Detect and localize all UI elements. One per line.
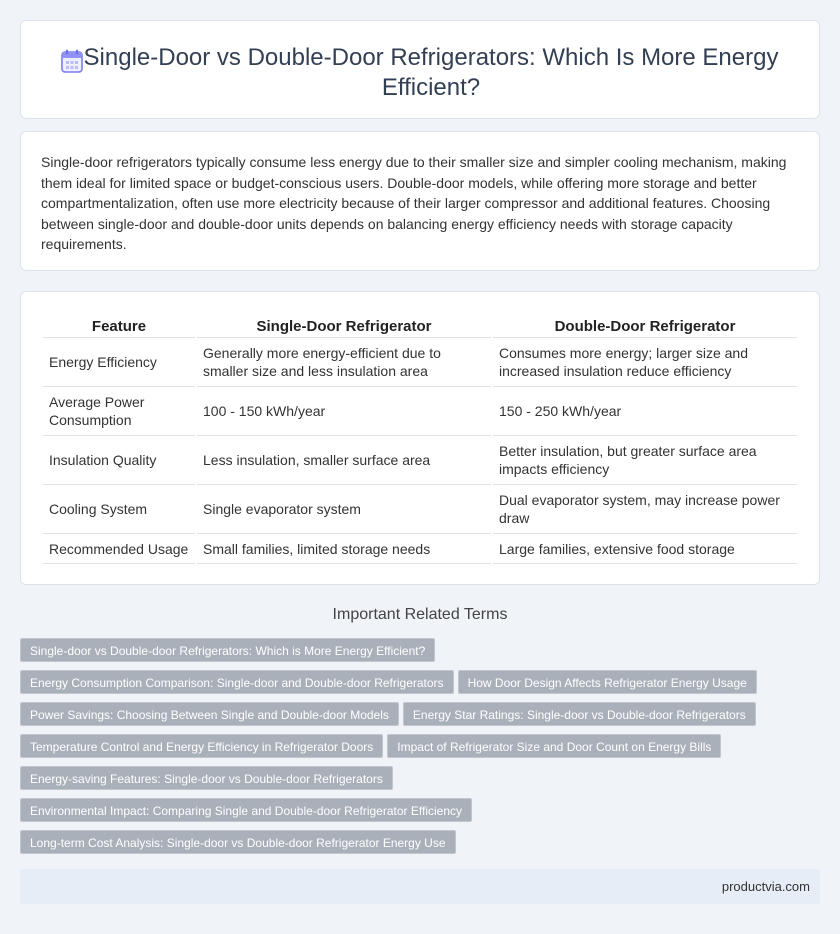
- page-title: Single-Door vs Double-Door Refrigerators: Which Is More Energy Efficient?: [83, 44, 779, 101]
- table-cell-double: Better insulation, but greater surface area impacts efficiency: [493, 436, 797, 485]
- related-term-link[interactable]: Impact of Refrigerator Size and Door Count on Energy Bills: [387, 734, 721, 758]
- table-cell-single: 100 - 150 kWh/year: [197, 387, 491, 436]
- footer: [20, 869, 820, 904]
- table-row: [43, 338, 797, 387]
- table-cell-double: 150 - 250 kWh/year: [493, 387, 797, 436]
- table-cell-feature: Recommended Usage: [43, 534, 195, 564]
- calendar-icon: [61, 49, 83, 73]
- related-terms-title: Important Related Terms: [332, 606, 508, 623]
- table-cell-double: Consumes more energy; larger size and increased insulation reduce efficiency: [493, 338, 797, 387]
- table-cell-double: Large families, extensive food storage: [493, 534, 797, 564]
- table-cell-single: Single evaporator system: [197, 485, 491, 534]
- table-header-row: [43, 316, 797, 338]
- table-cell-feature: Insulation Quality: [43, 436, 195, 485]
- tag-row: [20, 734, 820, 766]
- table-cell-feature: Energy Efficiency: [43, 338, 195, 387]
- summary-card: [20, 131, 820, 271]
- table-cell-feature: Average Power Consumption: [43, 387, 195, 436]
- table-row: [43, 485, 797, 534]
- tag-row: [20, 798, 820, 830]
- comparison-table: [41, 316, 799, 564]
- title-card: [20, 20, 820, 119]
- related-term-link[interactable]: Power Savings: Choosing Between Single and Double-door Models: [20, 702, 399, 726]
- related-term-link[interactable]: Energy Star Ratings: Single-door vs Double-door Refrigerators: [403, 702, 756, 726]
- table-row: [43, 436, 797, 485]
- tag-row: [20, 830, 820, 862]
- table-header-cell: Double-Door Refrigerator: [493, 316, 797, 338]
- table-row: [43, 387, 797, 436]
- related-term-link[interactable]: How Door Design Affects Refrigerator Energy Usage: [458, 670, 757, 694]
- title-wrap: [61, 43, 781, 103]
- comparison-table-card: [20, 291, 820, 585]
- related-term-link[interactable]: Energy Consumption Comparison: Single-door and Double-door Refrigerators: [20, 670, 454, 694]
- related-term-link[interactable]: Temperature Control and Energy Efficiency in Refrigerator Doors: [20, 734, 383, 758]
- related-terms-list: [20, 638, 820, 862]
- tag-row: [20, 702, 820, 734]
- related-term-link[interactable]: Energy-saving Features: Single-door vs Double-door Refrigerators: [20, 766, 393, 790]
- summary-text: Single-door refrigerators typically consume less energy due to their smaller size and simpler cooling mechanism, making them ideal for limited space or budget-conscious users. Double-door models, while offering more storage and better compartmentalization, often use more electricity because of their larger compressor and additional features. Choosing between single-door and double-door units depends on balancing energy efficiency needs with storage capacity requirements.: [41, 154, 787, 252]
- table-cell-single: Generally more energy-efficient due to smaller size and less insulation area: [197, 338, 491, 387]
- footer-site-link[interactable]: productvia.com: [721, 879, 810, 894]
- tag-row: [20, 670, 820, 702]
- table-cell-double: Dual evaporator system, may increase power draw: [493, 485, 797, 534]
- table-cell-single: Small families, limited storage needs: [197, 534, 491, 564]
- table-row: [43, 534, 797, 564]
- table-cell-feature: Cooling System: [43, 485, 195, 534]
- table-header-cell: Feature: [43, 316, 195, 338]
- tag-row: [20, 638, 820, 670]
- related-term-link[interactable]: Environmental Impact: Comparing Single and Double-door Refrigerator Efficiency: [20, 798, 472, 822]
- table-cell-single: Less insulation, smaller surface area: [197, 436, 491, 485]
- related-term-link[interactable]: Long-term Cost Analysis: Single-door vs Double-door Refrigerator Energy Use: [20, 830, 456, 854]
- table-header-cell: Single-Door Refrigerator: [197, 316, 491, 338]
- related-term-link[interactable]: Single-door vs Double-door Refrigerators: Which is More Energy Efficient?: [20, 638, 435, 662]
- tag-row: [20, 766, 820, 798]
